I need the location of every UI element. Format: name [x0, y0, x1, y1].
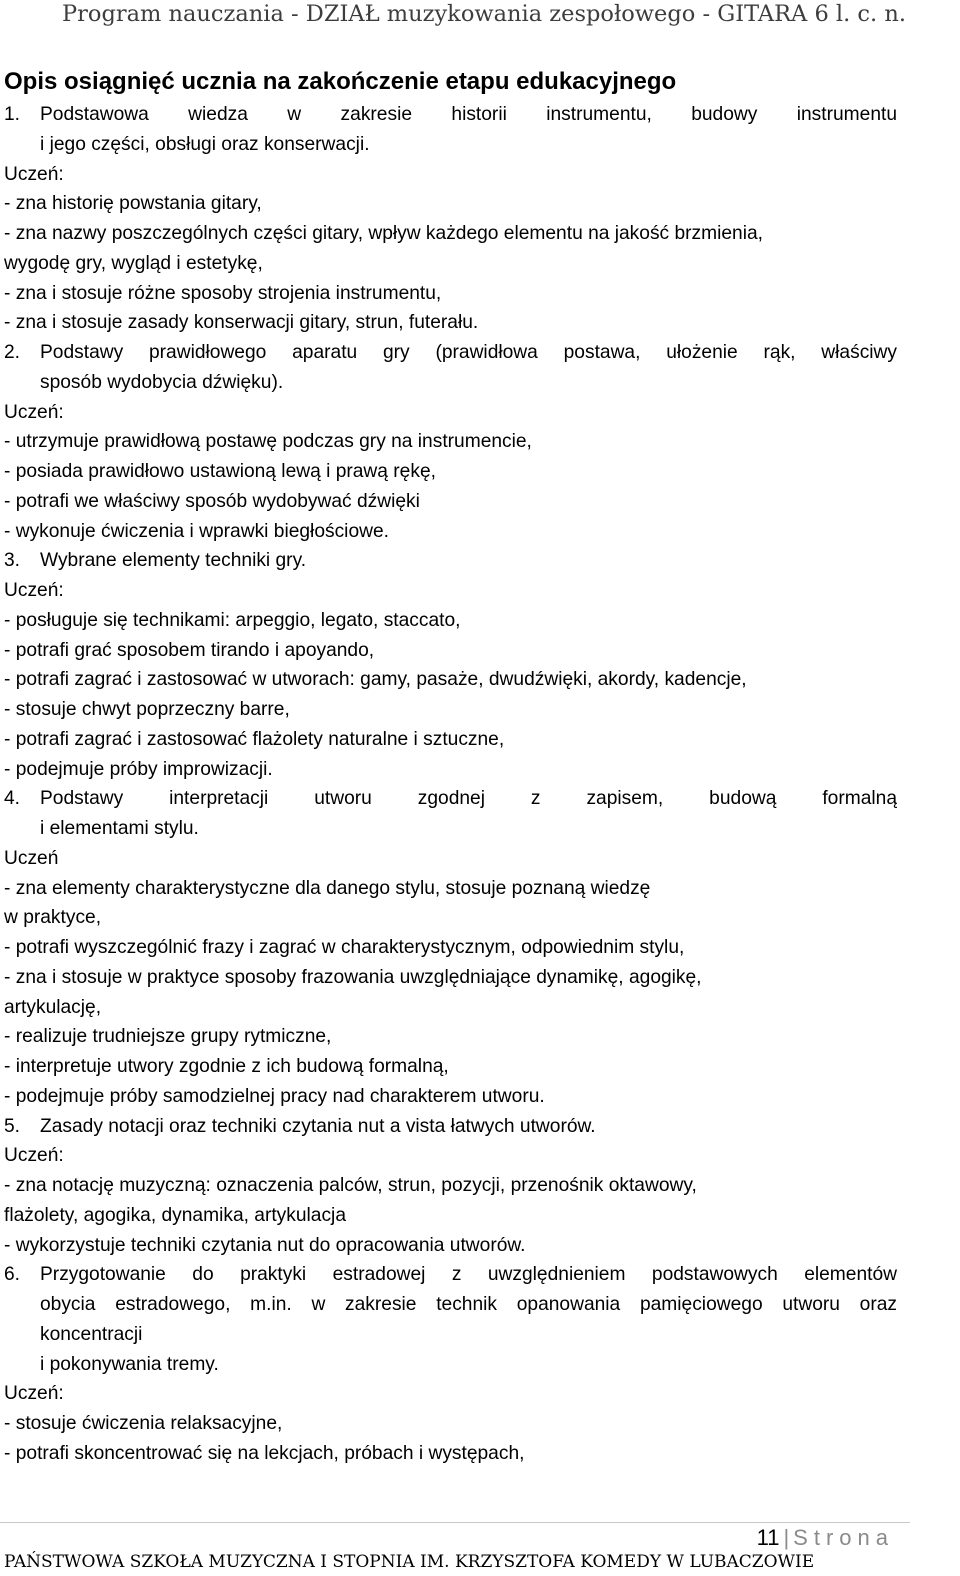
page-word: Strona [793, 1525, 894, 1550]
student-label: Uczeń: [4, 1145, 64, 1167]
list-item: - potrafi skoncentrować się na lekcjach, próbach i występach, [4, 1442, 525, 1464]
list-item: - potrafi zagrać i zastosować w utworach: gamy, pasaże, dwudźwięki, akordy, kadencje, [4, 669, 747, 691]
list-item: - zna nazwy poszczególnych części gitary, wpływ każdego elementu na jakość brzmienia, [4, 223, 763, 244]
item-number: 6. [4, 1264, 21, 1286]
list-item: - podejmuje próby samodzielnej pracy nad charakterem utworu. [4, 1085, 545, 1107]
list-item: - realizuje trudniejsze grupy rytmiczne, [4, 1026, 332, 1048]
item-text [40, 784, 897, 844]
footer-divider [0, 1522, 910, 1523]
list-item: - wykonuje ćwiczenia i wprawki biegłościowe. [4, 520, 389, 542]
page-number-value: 11 [756, 1525, 780, 1550]
document-body [4, 64, 897, 1469]
item-text-line: obycia estradowego, m.in. w zakresie technik opanowania pamięciowego utworu oraz [40, 1294, 897, 1315]
list-item: - zna i stosuje w praktyce sposoby frazowania uwzględniające dynamikę, agogikę, [4, 966, 702, 988]
list-item: wygodę gry, wygląd i estetykę, [4, 252, 263, 274]
item-text-line: Przygotowanie do praktyki estradowej z uwzględnieniem podstawowych elementów [40, 1264, 897, 1286]
list-item: - podejmuje próby improwizacji. [4, 758, 273, 780]
item-text [40, 1260, 897, 1379]
document-header: Program nauczania - DZIAŁ muzykowania zespołowego - GITARA 6 l. c. n. [62, 1, 906, 27]
item-text [40, 338, 897, 398]
list-item: - potrafi grać sposobem tirando i apoyando, [4, 639, 375, 661]
item-text-line: i jego części, obsługi oraz konserwacji. [40, 133, 370, 155]
list-item: - zna elementy charakterystyczne dla danego stylu, stosuje poznaną wiedzę [4, 877, 651, 899]
list-item: - zna i stosuje różne sposoby strojenia instrumentu, [4, 282, 442, 304]
list-item: - interpretuje utwory zgodnie z ich budową formalną, [4, 1056, 449, 1077]
item-number: 3. [4, 550, 21, 572]
list-item: - wykorzystuje techniki czytania nut do opracowania utworów. [4, 1234, 526, 1256]
student-label: Uczeń: [4, 401, 64, 423]
numbered-item-4 [4, 784, 897, 844]
student-label: Uczeń [4, 847, 59, 869]
item-text-line: koncentracji [40, 1323, 143, 1345]
list-item: - zna i stosuje zasady konserwacji gitary, strun, futerału. [4, 312, 479, 334]
item-text [40, 100, 897, 160]
list-item: - zna notację muzyczną: oznaczenia palców, strun, pozycji, przenośnik oktawowy, [4, 1175, 697, 1196]
item-number: 4. [4, 788, 21, 810]
list-item: - posiada prawidłowo ustawioną lewą i prawą rękę, [4, 461, 436, 482]
item-text-line: Zasady notacji oraz techniki czytania nut a vista łatwych utworów. [40, 1115, 596, 1137]
list-item: artykulację, [4, 996, 102, 1018]
section-heading: Opis osiągnięć ucznia na zakończenie etapu edukacyjnego [4, 68, 677, 95]
item-number: 1. [4, 104, 21, 125]
item-text-line: i pokonywania tremy. [40, 1353, 219, 1375]
item-text-line: Podstawy prawidłowego aparatu gry (prawidłowa postawa, ułożenie rąk, właściwy [40, 342, 897, 363]
list-item: - potrafi wyszczególnić frazy i zagrać w charakterystycznym, odpowiednim stylu, [4, 937, 685, 958]
page-number-separator: | [783, 1525, 790, 1550]
list-item: - posługuje się technikami: arpeggio, legato, staccato, [4, 609, 461, 631]
list-item: - stosuje chwyt poprzeczny barre, [4, 699, 290, 720]
list-item: - stosuje ćwiczenia relaksacyjne, [4, 1413, 283, 1434]
list-item: w praktyce, [4, 907, 102, 929]
numbered-item-1 [4, 100, 897, 160]
item-text [40, 546, 897, 576]
item-text-line: Podstawy interpretacji utworu zgodnej z zapisem, budową formalną [40, 788, 897, 810]
item-text-line: sposób wydobycia dźwięku). [40, 371, 284, 393]
student-label: Uczeń: [4, 580, 64, 601]
item-text-line: Podstawowa wiedza w zakresie historii instrumentu, budowy instrumentu [40, 104, 897, 125]
item-number: 2. [4, 342, 21, 363]
item-text [40, 1112, 897, 1142]
list-item: - zna historię powstania gitary, [4, 193, 262, 215]
list-item: - potrafi we właściwy sposób wydobywać dźwięki [4, 490, 420, 512]
list-item: - potrafi zagrać i zastosować flażolety naturalne i sztuczne, [4, 728, 505, 750]
item-text-line: Wybrane elementy techniki gry. [40, 550, 307, 572]
numbered-item-6 [4, 1260, 897, 1379]
item-number: 5. [4, 1115, 21, 1137]
student-label: Uczeń: [4, 1383, 64, 1405]
numbered-item-2 [4, 338, 897, 398]
list-item: flażolety, agogika, dynamika, artykulacja [4, 1204, 346, 1226]
numbered-item-3 [4, 546, 897, 576]
numbered-item-5 [4, 1112, 897, 1142]
student-label: Uczeń: [4, 163, 64, 185]
footer-school-name: PAŃSTWOWA SZKOŁA MUZYCZNA I STOPNIA IM. KRZYSZTOFA KOMEDY W LUBACZOWIE [4, 1552, 815, 1572]
page-number [757, 1524, 894, 1552]
list-item: - utrzymuje prawidłową postawę podczas gry na instrumencie, [4, 431, 532, 453]
item-text-line: i elementami stylu. [40, 818, 199, 839]
